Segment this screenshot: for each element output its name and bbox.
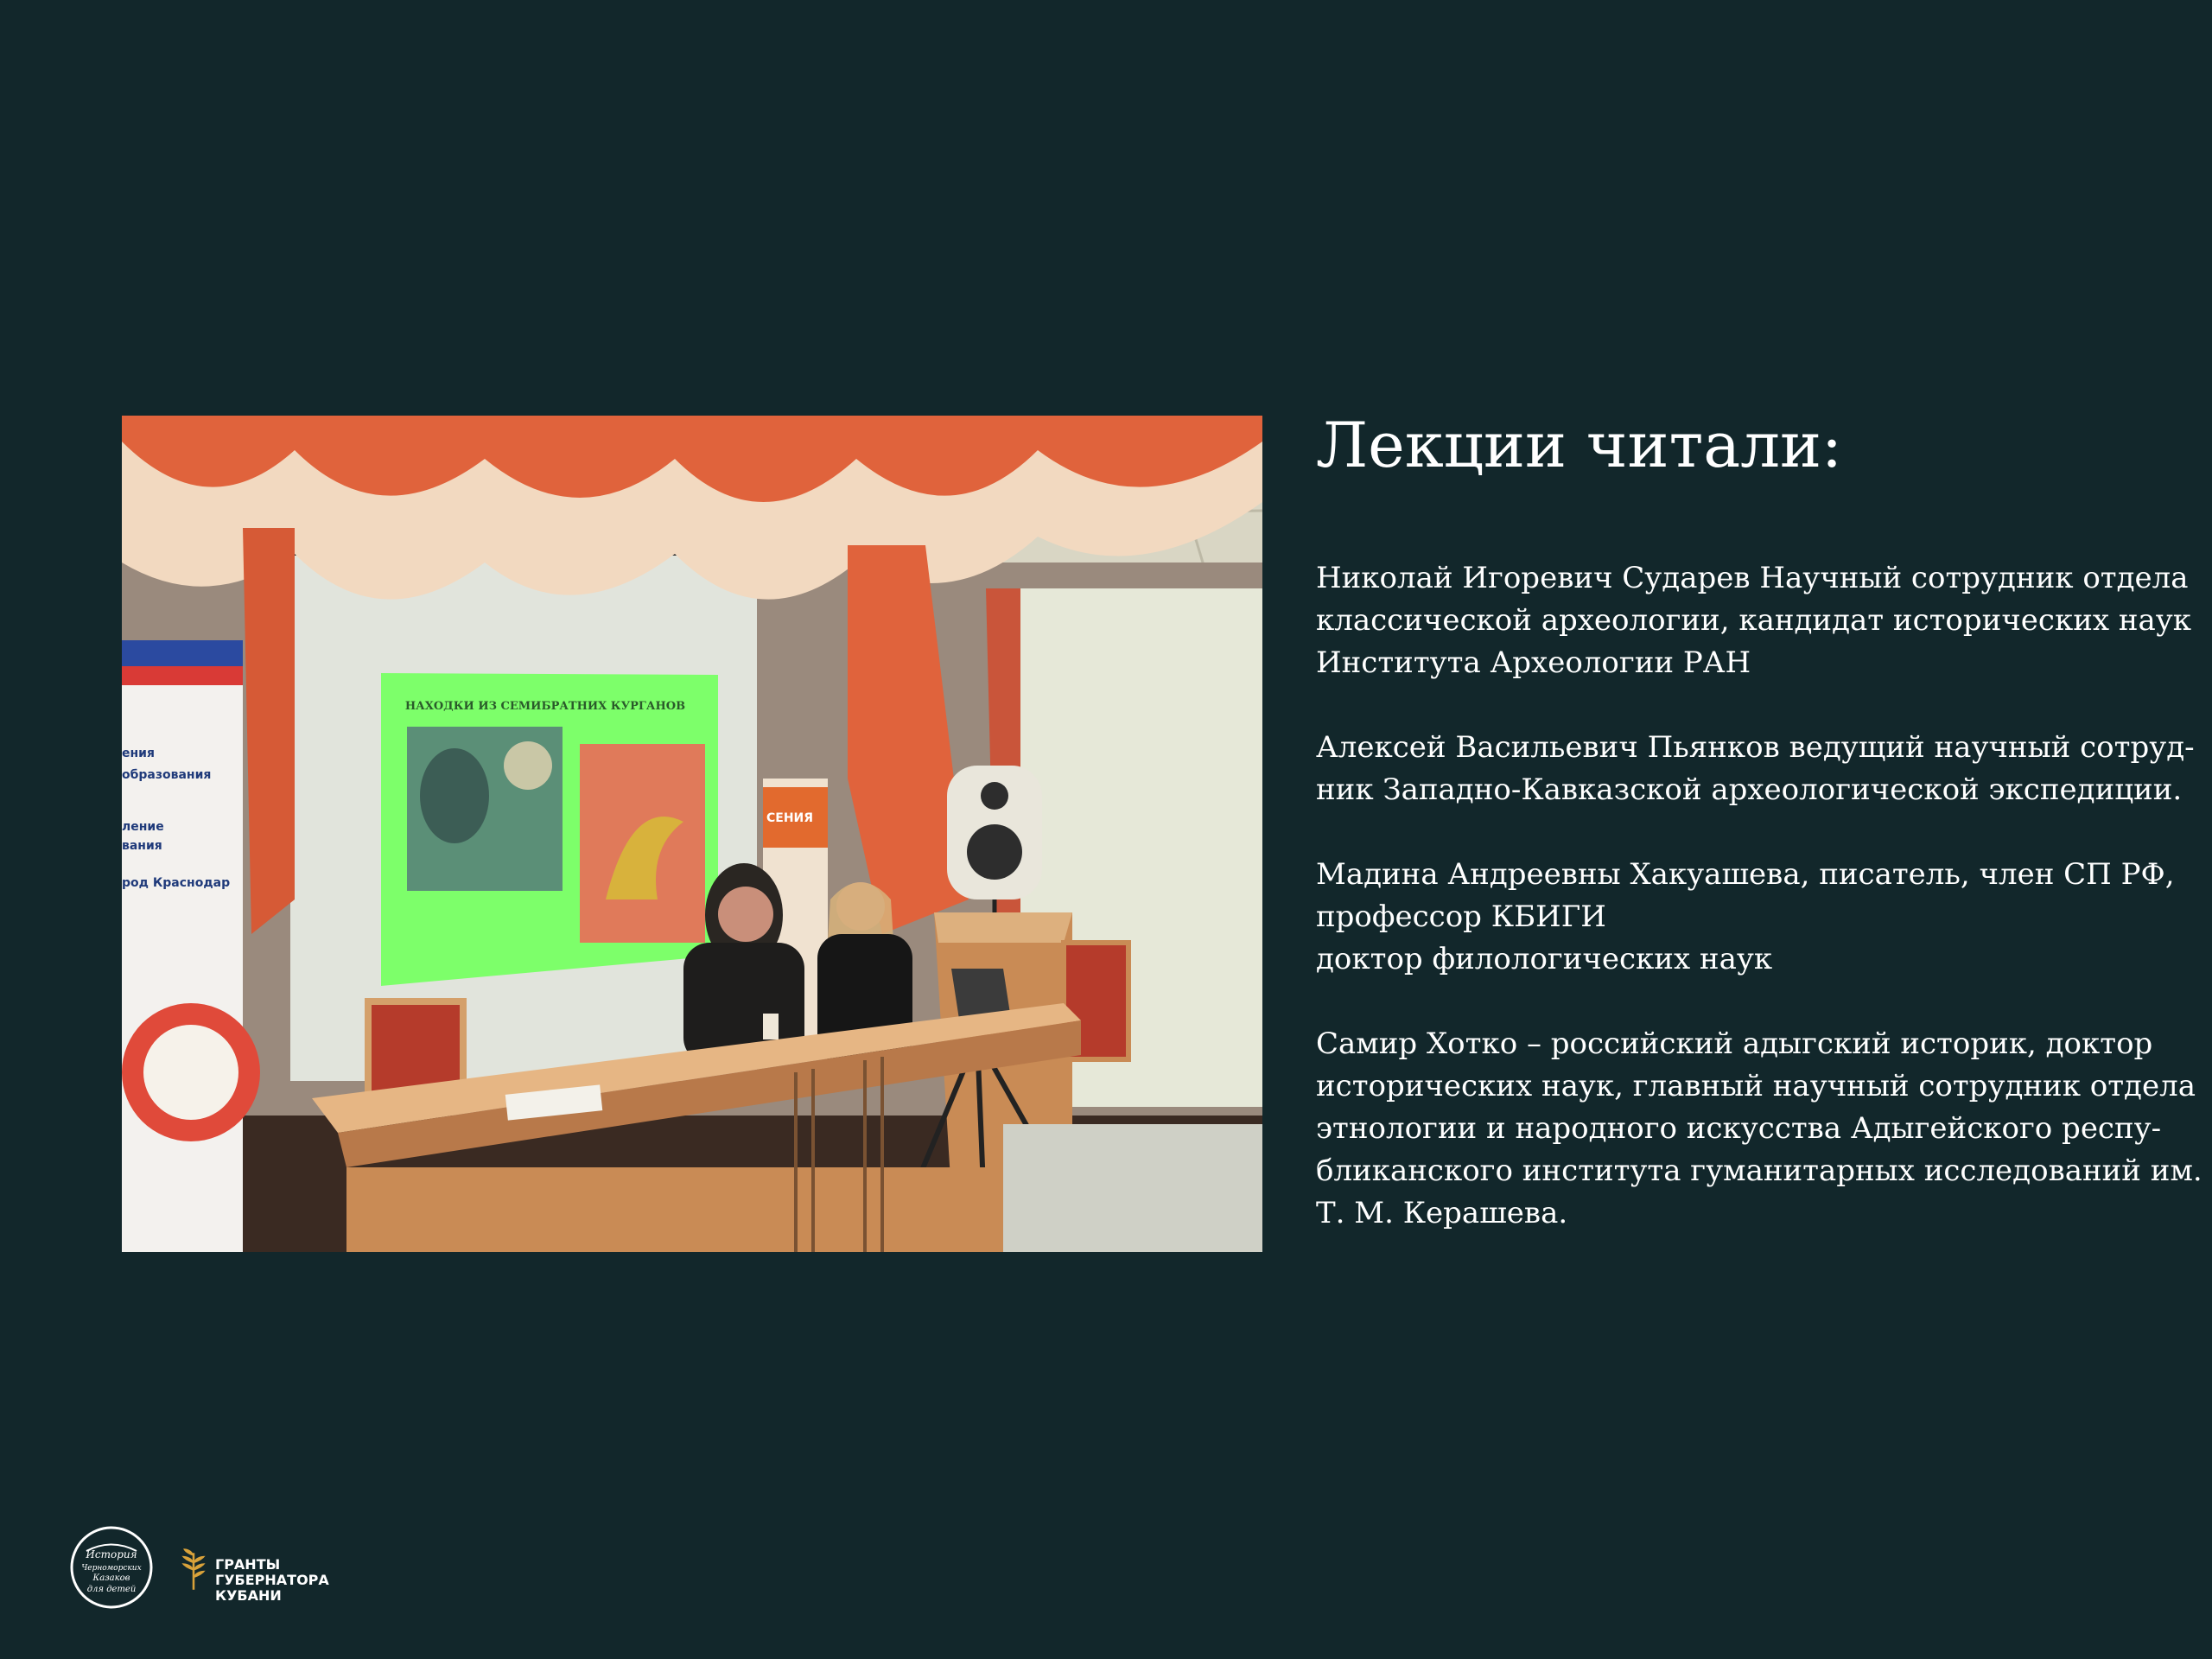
lecturer-line: Николай Игоревич Сударев Научный сотрудник отдела (1316, 561, 2189, 595)
lecturer-line: Т. М. Керашева. (1316, 1196, 1568, 1230)
lecturer-item (1316, 854, 2189, 981)
lecture-photo (122, 416, 1262, 1252)
lecturer-line: доктор филологических наук (1316, 942, 1773, 976)
lecturer-item (1316, 1023, 2202, 1235)
project-logo (69, 1525, 154, 1610)
lecturer-line: исторических наук, главный научный сотрудник отдела (1316, 1069, 2196, 1103)
governor-grants-text (215, 1557, 329, 1604)
logo1-line-4: для детей (86, 1585, 137, 1594)
logo2-line-1: ГРАНТЫ (215, 1556, 281, 1573)
lecturers-list (1316, 557, 2202, 1277)
stand-text: СЕНИЯ (766, 811, 814, 825)
screen-slide-title: НАХОДКИ ИЗ СЕМИБРАТНИХ КУРГАНОВ (404, 700, 686, 713)
wheat-icon (179, 1547, 208, 1592)
banner-line-2: образования (122, 768, 212, 782)
banner-line-1: ения (122, 747, 155, 760)
lecturer-line: Мадина Андреевны Хакуашева, писатель, член СП РФ, (1316, 857, 2175, 892)
logo2-line-2: ГУБЕРНАТОРА (215, 1572, 329, 1588)
logo2-line-3: КУБАНИ (215, 1587, 282, 1604)
lecturer-line: Алексей Васильевич Пьянков ведущий научный сотруд- (1316, 730, 2195, 765)
logo1-line-1: История (86, 1548, 137, 1560)
lecturer-line: этнологии и народного искусства Адыгейского респу- (1316, 1111, 2162, 1146)
lecturer-item (1316, 727, 2195, 811)
logo1-line-3: Казаков (92, 1573, 130, 1583)
lecturer-item (1316, 557, 2192, 684)
page-title: Лекции читали: (1316, 409, 1843, 481)
lecturer-line: бликанского института гуманитарных исследований им. (1316, 1154, 2202, 1188)
lecturer-line: Самир Хотко – российский адыгский историк, доктор (1316, 1027, 2153, 1061)
governor-grants-logo (179, 1538, 343, 1607)
lecturer-line: классической археологии, кандидат исторических наук (1316, 603, 2192, 638)
banner-line-5: род Краснодар (122, 876, 231, 890)
lecturer-line: ник Западно-Кавказской археологической экспедиции. (1316, 772, 2183, 807)
banner-line-4: вания (122, 839, 162, 853)
banner-line-3: ление (122, 820, 164, 834)
logo1-line-2: Черноморских (81, 1564, 142, 1573)
lecturer-line: Института Археологии РАН (1316, 645, 1751, 680)
lecturer-line: профессор КБИГИ (1316, 899, 1606, 934)
